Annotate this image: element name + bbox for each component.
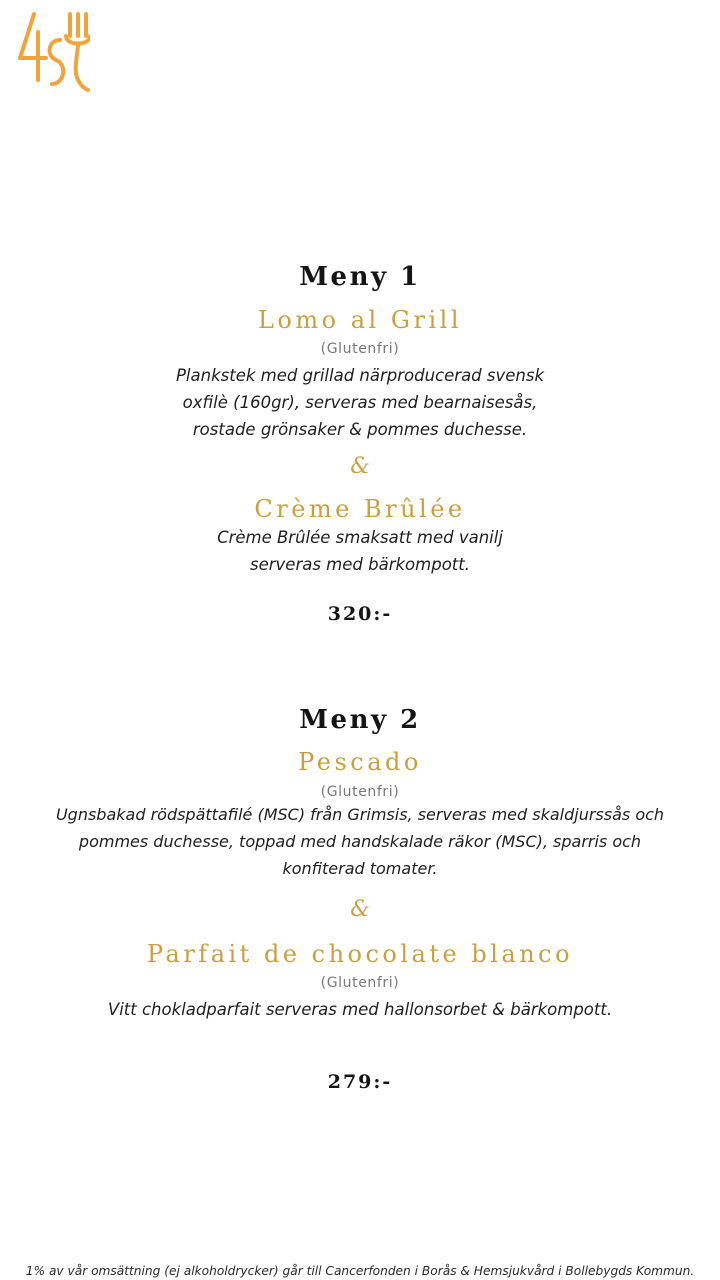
menu-2-main-dish-name: Pescado	[298, 748, 422, 776]
menu-1-main-dish-description	[0, 362, 720, 443]
menu-2-dessert-name: Parfait de chocolate blanco	[146, 940, 574, 968]
menu-1-dessert-name: Crème Brûlée	[254, 495, 466, 523]
menu-2-price: 279:-	[327, 1071, 393, 1093]
description-line: oxfilè (160gr), serveras med bearnaisesås,	[182, 393, 538, 412]
menu-2-dessert-tag: (Glutenfri)	[320, 975, 400, 991]
menu-2-course-separator: &	[350, 897, 370, 922]
restaurant-logo-icon	[14, 10, 90, 94]
menu-1-dessert-description	[0, 524, 720, 578]
description-line: konfiterad tomater.	[282, 859, 438, 878]
description-line: pommes duchesse, toppad med handskalade räkor (MSC), sparris och	[78, 832, 642, 851]
description-line: serveras med bärkompott.	[250, 555, 470, 574]
menu-1-price: 320:-	[327, 603, 393, 625]
menu-2-main-dish-tag: (Glutenfri)	[320, 784, 400, 800]
description-line: Vitt chokladparfait serveras med hallonsorbet & bärkompott.	[107, 1000, 613, 1019]
menu-2-title: Meny 2	[299, 705, 421, 735]
menu-1-main-dish-name: Lomo al Grill	[257, 306, 462, 334]
menu-2-main-dish-description	[0, 801, 720, 882]
menu-1-main-dish-tag: (Glutenfri)	[320, 341, 400, 357]
description-line: Plankstek med grillad närproducerad svensk	[175, 366, 545, 385]
menu-1-title: Meny 1	[299, 262, 421, 292]
description-line: Crème Brûlée smaksatt med vanilj	[217, 528, 503, 547]
description-line: Ugnsbakad rödspättafilé (MSC) från Grimsis, serveras med skaldjurssås och	[55, 805, 665, 824]
menu-1-course-separator: &	[350, 454, 370, 479]
description-line: rostade grönsaker & pommes duchesse.	[192, 420, 528, 439]
donation-footer-note: 1% av vår omsättning (ej alkoholdrycker) går till Cancerfonden i Borås & Hemsjukvård i Bollebygds Kommun.	[25, 1264, 695, 1278]
menu-2-dessert-description	[0, 996, 720, 1023]
